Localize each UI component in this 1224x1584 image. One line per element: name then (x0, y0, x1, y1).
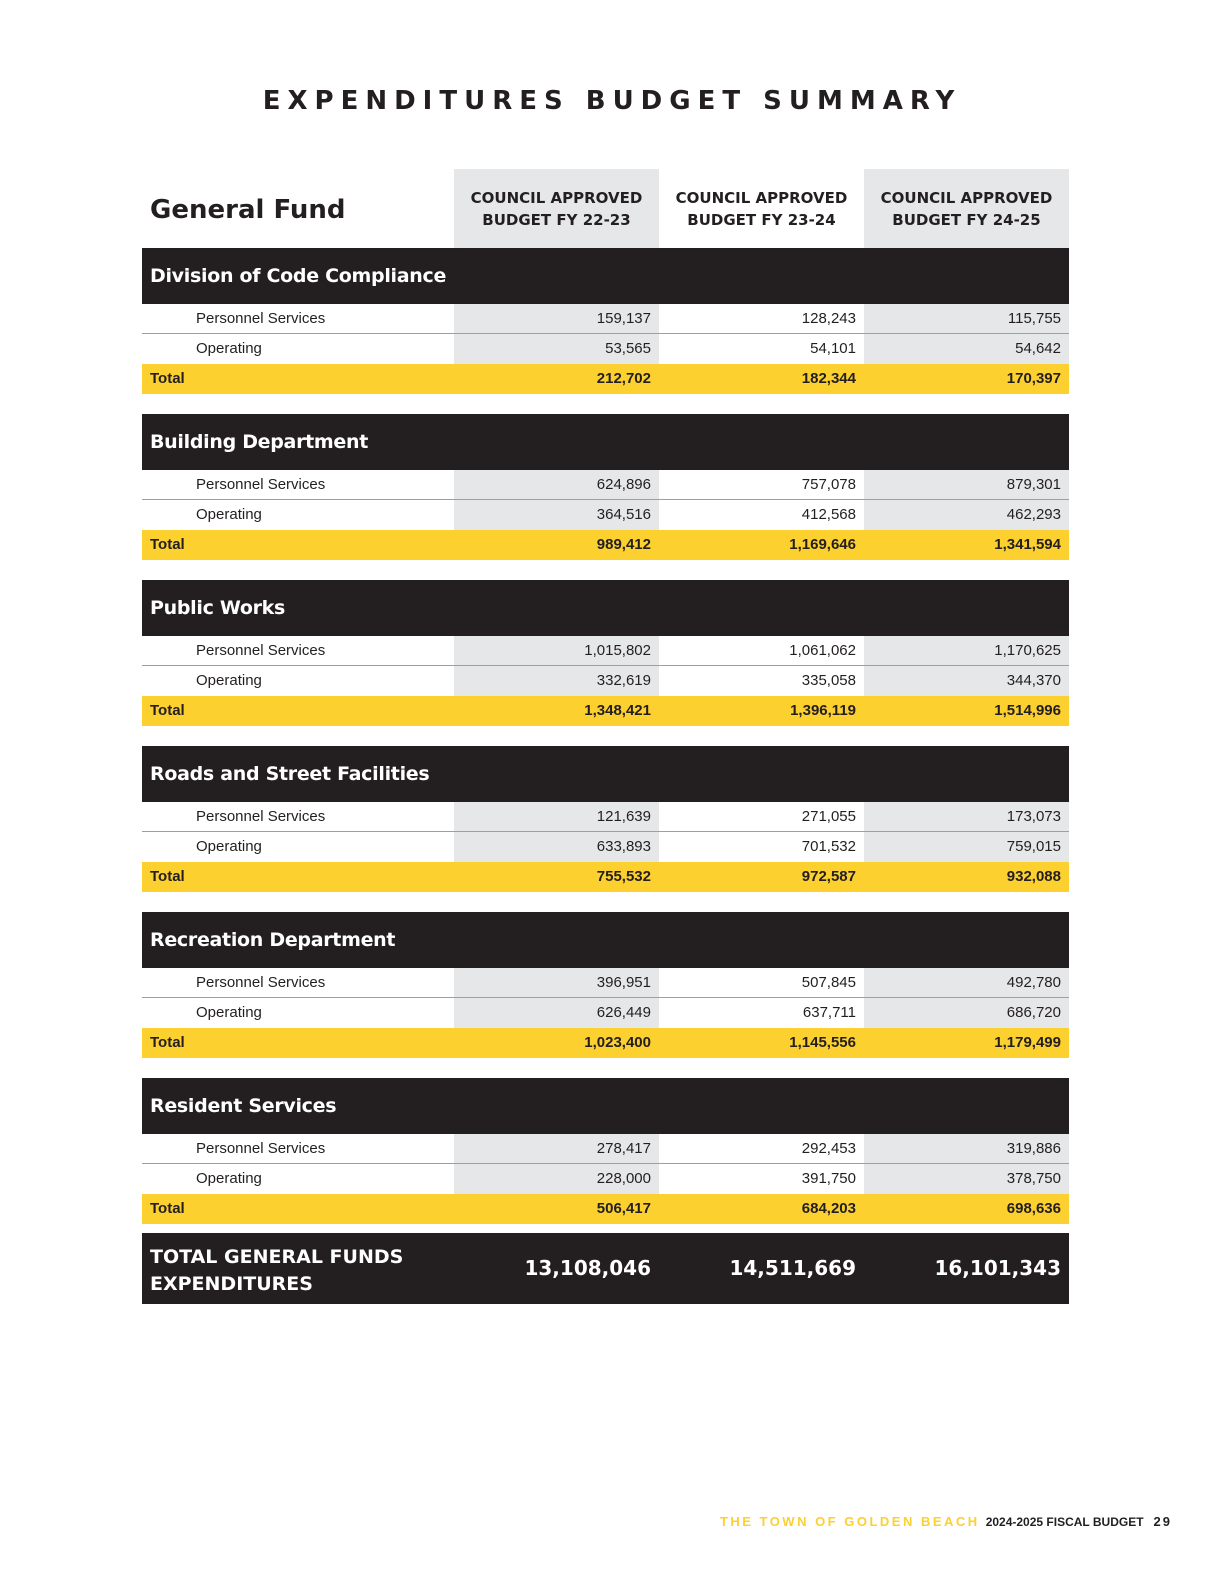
section-building-department (142, 414, 1069, 560)
total-row (142, 1028, 1069, 1058)
expenditures-table (142, 169, 1069, 1304)
total-label: Total (150, 536, 185, 553)
cell-value: 332,619 (454, 666, 659, 696)
section-title: Public Works (142, 580, 1069, 636)
footer-town-name: THE TOWN OF GOLDEN BEACH (719, 1514, 980, 1529)
row-label: Operating (196, 1170, 262, 1187)
cell-value: 335,058 (801, 672, 856, 689)
cell-value: 624,896 (454, 470, 659, 499)
page-footer (720, 1514, 1172, 1529)
cell-value: 759,015 (864, 832, 1069, 862)
total-value: 1,396,119 (790, 702, 856, 719)
total-value: 1,023,400 (584, 1034, 651, 1051)
section-public-works (142, 580, 1069, 726)
total-value: 932,088 (1006, 868, 1061, 885)
total-label: Total (150, 370, 185, 387)
cell-value: 319,886 (864, 1134, 1069, 1163)
table-row (142, 1134, 1069, 1164)
row-label: Personnel Services (196, 310, 326, 327)
cell-value: 686,720 (864, 998, 1069, 1028)
total-value: 698,636 (1006, 1200, 1061, 1217)
total-value: 506,417 (596, 1200, 651, 1217)
cell-value: 879,301 (864, 470, 1069, 499)
total-label: Total (150, 1200, 185, 1217)
table-row (142, 1164, 1069, 1194)
cell-value: 626,449 (454, 998, 659, 1028)
total-row (142, 696, 1069, 726)
total-row (142, 862, 1069, 892)
fund-title: General Fund (150, 195, 346, 225)
table-row (142, 334, 1069, 364)
cell-value: 1,170,625 (864, 636, 1069, 665)
grand-total-value: 13,108,046 (524, 1256, 651, 1280)
row-label: Personnel Services (196, 642, 326, 659)
total-value: 1,145,556 (789, 1034, 856, 1051)
column-header-fy23-24: COUNCIL APPROVED BUDGET FY 23-24 (675, 188, 848, 229)
total-row (142, 530, 1069, 560)
table-row (142, 832, 1069, 862)
total-value: 1,341,594 (994, 536, 1061, 553)
cell-value: 292,453 (801, 1140, 856, 1157)
cell-value: 115,755 (864, 304, 1069, 333)
cell-value: 412,568 (801, 506, 856, 523)
cell-value: 1,061,062 (789, 642, 856, 659)
cell-value: 54,101 (810, 340, 856, 357)
row-label: Operating (196, 672, 262, 689)
row-label: Operating (196, 1004, 262, 1021)
cell-value: 271,055 (801, 808, 856, 825)
page-number: 29 (1153, 1514, 1172, 1529)
cell-value: 344,370 (864, 666, 1069, 696)
section-title: Resident Services (142, 1078, 1069, 1134)
cell-value: 378,750 (864, 1164, 1069, 1194)
cell-value: 159,137 (454, 304, 659, 333)
total-value: 1,169,646 (789, 536, 856, 553)
table-row (142, 304, 1069, 334)
cell-value: 637,711 (802, 1004, 856, 1021)
section-title: Recreation Department (142, 912, 1069, 968)
cell-value: 128,243 (801, 310, 856, 327)
cell-value: 278,417 (454, 1134, 659, 1163)
cell-value: 53,565 (454, 334, 659, 364)
total-value: 755,532 (596, 868, 651, 885)
total-value: 1,348,421 (584, 702, 651, 719)
total-row (142, 364, 1069, 394)
total-value: 170,397 (1006, 370, 1061, 387)
total-value: 212,702 (596, 370, 651, 387)
total-value: 182,344 (801, 370, 856, 387)
column-header-fy24-25: COUNCIL APPROVED BUDGET FY 24-25 (864, 169, 1069, 248)
grand-total-label: TOTAL GENERAL FUNDS EXPENDITURES (150, 1246, 404, 1295)
cell-value: 173,073 (864, 802, 1069, 831)
table-row (142, 802, 1069, 832)
cell-value: 633,893 (454, 832, 659, 862)
table-row (142, 470, 1069, 500)
row-label: Operating (196, 506, 262, 523)
total-value: 1,514,996 (994, 702, 1061, 719)
table-row (142, 500, 1069, 530)
row-label: Operating (196, 340, 262, 357)
section-recreation-department (142, 912, 1069, 1058)
table-row (142, 968, 1069, 998)
total-label: Total (150, 702, 185, 719)
grand-total-value: 16,101,343 (934, 1256, 1061, 1280)
row-label: Personnel Services (196, 808, 326, 825)
row-label: Operating (196, 838, 262, 855)
table-row (142, 666, 1069, 696)
cell-value: 364,516 (454, 500, 659, 530)
footer-budget-title: 2024-2025 FISCAL BUDGET (985, 1515, 1144, 1529)
total-value: 1,179,499 (994, 1034, 1061, 1051)
table-header (142, 169, 1069, 248)
section-code-compliance (142, 248, 1069, 394)
total-label: Total (150, 1034, 185, 1051)
cell-value: 54,642 (864, 334, 1069, 364)
total-label: Total (150, 868, 185, 885)
cell-value: 462,293 (864, 500, 1069, 530)
cell-value: 391,750 (801, 1170, 856, 1187)
section-title: Division of Code Compliance (142, 248, 1069, 304)
cell-value: 121,639 (454, 802, 659, 831)
section-title: Building Department (142, 414, 1069, 470)
section-title: Roads and Street Facilities (142, 746, 1069, 802)
section-resident-services (142, 1078, 1069, 1224)
cell-value: 228,000 (454, 1164, 659, 1194)
section-roads-street-facilities (142, 746, 1069, 892)
total-value: 972,587 (801, 868, 856, 885)
row-label: Personnel Services (196, 476, 326, 493)
table-row (142, 636, 1069, 666)
total-value: 989,412 (596, 536, 651, 553)
cell-value: 701,532 (801, 838, 856, 855)
column-header-fy22-23: COUNCIL APPROVED BUDGET FY 22-23 (454, 169, 659, 248)
cell-value: 507,845 (801, 974, 856, 991)
cell-value: 1,015,802 (454, 636, 659, 665)
row-label: Personnel Services (196, 974, 326, 991)
total-row (142, 1194, 1069, 1224)
row-label: Personnel Services (196, 1140, 326, 1157)
cell-value: 492,780 (864, 968, 1069, 997)
cell-value: 396,951 (454, 968, 659, 997)
total-value: 684,203 (801, 1200, 856, 1217)
page-title: EXPENDITURES BUDGET SUMMARY (262, 86, 962, 116)
grand-total-value: 14,511,669 (729, 1256, 856, 1280)
table-row (142, 998, 1069, 1028)
grand-total-row (142, 1233, 1069, 1304)
cell-value: 757,078 (801, 476, 856, 493)
